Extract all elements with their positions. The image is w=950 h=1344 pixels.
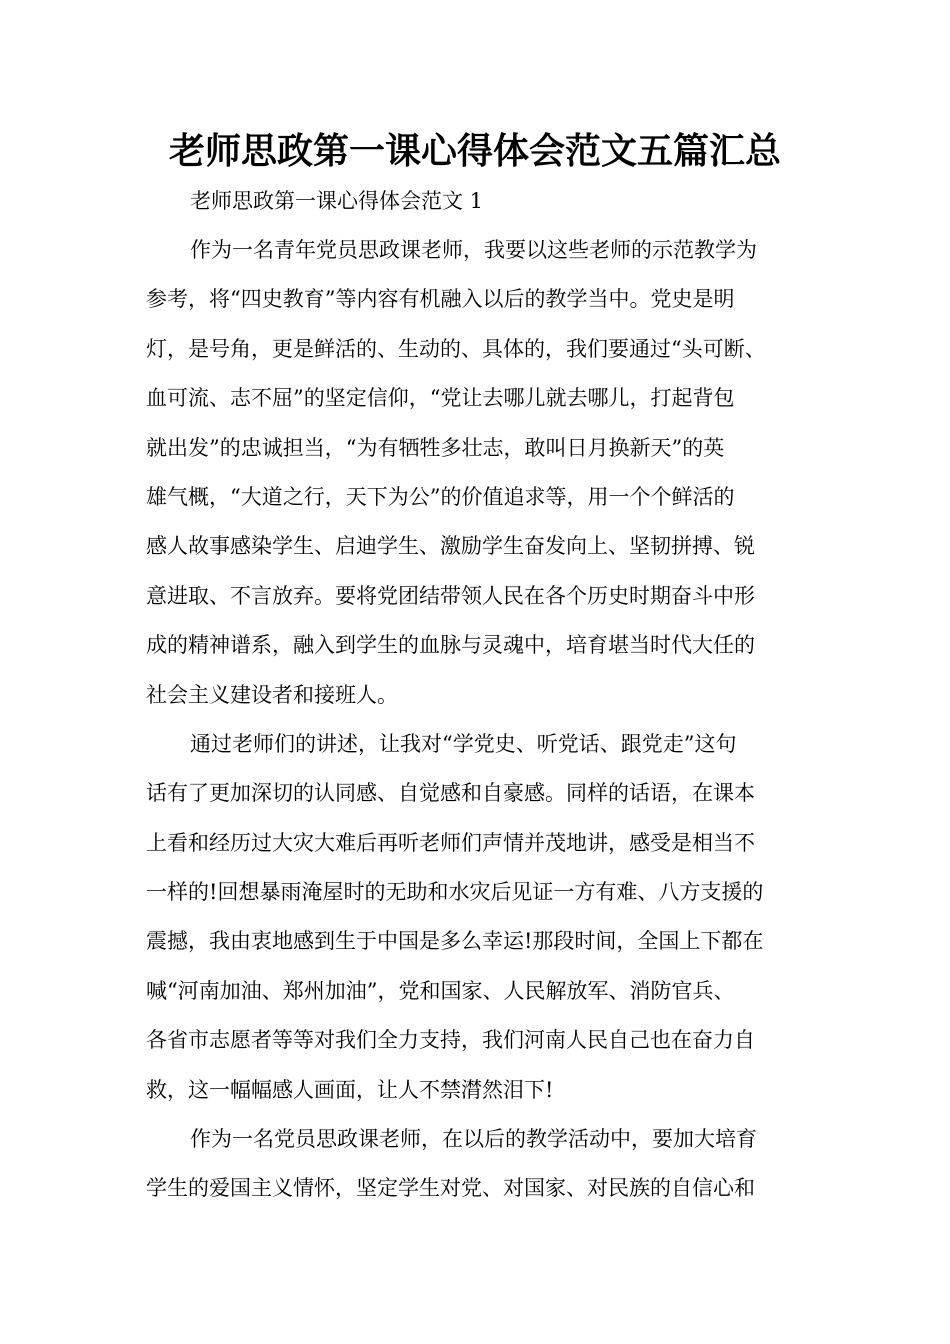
text-line: 灯，是号角，更是鲜活的、生动的、具体的，我们要通过“头可断、 (146, 336, 766, 361)
text-line: 意进取、不言放弃。要将党团结带领人民在各个历史时期奋斗中形 (146, 583, 755, 608)
text-line: 救，这一幅幅感人画面，让人不禁潸然泪下! (146, 1077, 554, 1102)
text-line: 社会主义建设者和接班人。 (146, 682, 398, 707)
document-body (146, 226, 846, 1214)
text-line: 各省市志愿者等等对我们全力支持，我们河南人民自己也在奋力自 (146, 1028, 755, 1053)
text-line: 上看和经历过大灾大难后再听老师们声情并茂地讲，感受是相当不 (146, 830, 755, 855)
text-line: 参考，将“四史教育”等内容有机融入以后的教学当中。党史是明 (146, 287, 735, 312)
text-line: 一样的!回想暴雨淹屋时的无助和水灾后见证一方有难、八方支援的 (146, 880, 764, 905)
text-line: 喊“河南加油、郑州加油”，党和国家、人民解放军、消防官兵、 (146, 978, 735, 1003)
text-line: 作为一名青年党员思政课老师，我要以这些老师的示范教学为 (190, 238, 757, 262)
text-line: 作为一名党员思政课老师，在以后的教学活动中，要加大培育 (190, 1127, 757, 1152)
text-line: 学生的爱国主义情怀，坚定学生对党、对国家、对民族的自信心和 (146, 1176, 755, 1201)
paragraph-2 (146, 720, 846, 1115)
text-line: 成的精神谱系，融入到学生的血脉与灵魂中，培育堪当时代大任的 (146, 633, 755, 658)
document-title: 老师思政第一课心得体会范文五篇汇总 (168, 131, 781, 172)
text-line: 感人故事感染学生、启迪学生、激励学生奋发向上、坚韧拼搏、锐 (146, 534, 755, 559)
text-line: 震撼，我由衷地感到生于中国是多么幸运!那段时间，全国上下都在 (146, 929, 764, 954)
text-line: 话有了更加深切的认同感、自觉感和自豪感。同样的话语，在课本 (146, 781, 755, 806)
paragraph-1 (146, 226, 846, 720)
text-line: 雄气概，“大道之行，天下为公”的价值追求等，用一个个鲜活的 (146, 484, 735, 509)
paragraph-3 (146, 1115, 846, 1214)
text-line: 就出发”的忠诚担当，“为有牺牲多壮志，敢叫日月换新天”的英 (146, 435, 725, 460)
text-line: 血可流、志不屈”的坚定信仰，“党让去哪儿就去哪儿，打起背包 (146, 386, 735, 411)
text-line: 通过老师们的讲述，让我对“学党史、听党话、跟党走”这句 (190, 731, 737, 756)
section-heading: 老师思政第一课心得体会范文 1 (190, 189, 484, 213)
